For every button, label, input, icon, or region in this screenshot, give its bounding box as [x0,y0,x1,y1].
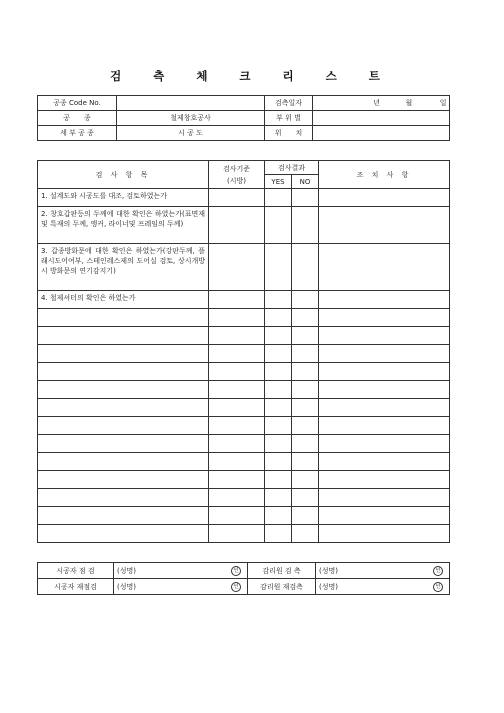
supervisor-reinspect-signature[interactable] [316,579,450,595]
standard-cell[interactable] [209,345,265,363]
yes-cell[interactable] [265,453,292,471]
yes-cell[interactable] [265,189,292,207]
work-type-label: 공 종 [38,111,117,126]
no-cell[interactable] [292,381,319,399]
seal-icon: 인 [231,582,241,592]
standard-cell[interactable] [209,207,265,244]
action-cell[interactable] [319,471,450,489]
table-row [38,507,450,525]
item-cell[interactable] [38,489,209,507]
inspection-date-value[interactable] [313,96,450,111]
part-label: 부 위 별 [265,111,313,126]
supervisor-reinspect-label: 감리원 재검측 [248,579,316,595]
item-cell[interactable] [38,507,209,525]
no-cell[interactable] [292,189,319,207]
yes-cell[interactable] [265,244,292,291]
date-year: 년 [373,99,380,107]
page-title: 검 측 체 크 리 스 트 [110,69,394,83]
no-cell[interactable] [292,489,319,507]
no-cell[interactable] [292,525,319,543]
action-cell[interactable] [319,417,450,435]
standard-cell[interactable] [209,381,265,399]
table-row [38,525,450,543]
item-cell[interactable] [38,453,209,471]
info-table [37,95,450,141]
action-cell[interactable] [319,207,450,244]
contractor-reinspect-label: 시공자 재점검 [38,579,114,595]
yes-cell[interactable] [265,507,292,525]
standard-cell[interactable] [209,507,265,525]
action-cell[interactable] [319,291,450,309]
standard-cell[interactable] [209,291,265,309]
action-cell[interactable] [319,381,450,399]
header-standard-sub: (시방) [227,176,246,185]
standard-cell[interactable] [209,453,265,471]
header-standard-label: 검사기준 [222,164,251,173]
contractor-inspect-label: 시공자 점 검 [38,563,114,579]
action-cell[interactable] [319,309,450,327]
item-cell[interactable] [38,525,209,543]
name-placeholder: (성명) [319,582,338,591]
detail-work-value[interactable]: 시 공 도 [117,126,265,141]
no-cell[interactable] [292,507,319,525]
table-row [38,309,450,327]
supervisor-inspect-signature[interactable] [316,563,450,579]
yes-cell[interactable] [265,489,292,507]
item-cell[interactable] [38,399,209,417]
action-cell[interactable] [319,244,450,291]
table-row [38,381,450,399]
project-code-value[interactable] [117,96,265,111]
header-standard [209,161,265,189]
item-cell[interactable] [38,417,209,435]
action-cell[interactable] [319,525,450,543]
action-cell[interactable] [319,189,450,207]
item-cell[interactable] [38,345,209,363]
yes-cell[interactable] [265,207,292,244]
yes-cell[interactable] [265,309,292,327]
detail-work-label: 세 부 공 종 [38,126,117,141]
no-cell[interactable] [292,453,319,471]
no-cell[interactable] [292,309,319,327]
action-cell[interactable] [319,435,450,453]
no-cell[interactable] [292,417,319,435]
header-no: NO [292,175,319,189]
location-value[interactable] [313,126,450,141]
action-cell[interactable] [319,327,450,345]
standard-cell[interactable] [209,525,265,543]
table-row [38,207,450,244]
yes-cell[interactable] [265,345,292,363]
table-row [38,489,450,507]
table-row [38,453,450,471]
item-cell[interactable] [38,309,209,327]
standard-cell[interactable] [209,244,265,291]
yes-cell[interactable] [265,399,292,417]
table-row [38,417,450,435]
table-row [38,327,450,345]
yes-cell[interactable] [265,435,292,453]
action-cell[interactable] [319,345,450,363]
supervisor-inspect-label: 감리원 검 측 [248,563,316,579]
table-row [38,189,450,207]
check-item: 4. 철제셔터의 확인은 하였는가 [38,291,209,309]
contractor-inspect-signature[interactable] [114,563,248,579]
contractor-reinspect-signature[interactable] [114,579,248,595]
date-month: 월 [405,99,413,107]
project-code-label: 공종 Code No. [38,96,117,111]
standard-cell[interactable] [209,417,265,435]
action-cell[interactable] [319,453,450,471]
yes-cell[interactable] [265,327,292,345]
table-row [38,244,450,291]
item-cell[interactable] [38,471,209,489]
yes-cell[interactable] [265,525,292,543]
header-action: 조 치 사 항 [319,161,450,189]
seal-icon: 인 [433,582,443,592]
standard-cell[interactable] [209,489,265,507]
no-cell[interactable] [292,244,319,291]
no-cell[interactable] [292,207,319,244]
standard-cell[interactable] [209,189,265,207]
name-placeholder: (성명) [319,566,338,575]
table-row [38,399,450,417]
no-cell[interactable] [292,471,319,489]
no-cell[interactable] [292,363,319,381]
standard-cell[interactable] [209,471,265,489]
action-cell[interactable] [319,507,450,525]
standard-cell[interactable] [209,435,265,453]
part-value[interactable] [313,111,450,126]
no-cell[interactable] [292,291,319,309]
action-cell[interactable] [319,489,450,507]
yes-cell[interactable] [265,471,292,489]
table-row [38,435,450,453]
yes-cell[interactable] [265,417,292,435]
name-placeholder: (성명) [117,582,136,591]
no-cell[interactable] [292,435,319,453]
seal-icon: 인 [433,566,443,576]
action-cell[interactable] [319,363,450,381]
standard-cell[interactable] [209,327,265,345]
location-label: 위 치 [265,126,313,141]
seal-icon: 인 [231,566,241,576]
table-row [38,363,450,381]
no-cell[interactable] [292,327,319,345]
item-cell[interactable] [38,435,209,453]
no-cell[interactable] [292,345,319,363]
yes-cell[interactable] [265,363,292,381]
item-cell[interactable] [38,327,209,345]
header-result: 검사결과 [265,161,319,175]
table-row [38,291,450,309]
item-cell[interactable] [38,363,209,381]
check-item: 2. 창호갑판등의 두께에 대한 확인은 하였는가(표면재및 특재의 두께, 앵커, 라이너및 프레임의 두께) [38,207,209,244]
standard-cell[interactable] [209,363,265,381]
table-row [38,471,450,489]
item-cell[interactable] [38,381,209,399]
inspection-date-label: 검측일자 [265,96,313,111]
header-item: 검 사 항 목 [38,161,209,189]
table-row [38,345,450,363]
action-cell[interactable] [319,399,450,417]
work-type-value[interactable]: 철제창호공사 [117,111,265,126]
check-item: 1. 설계도와 시공도를 대조, 검토하였는가 [38,189,209,207]
name-placeholder: (성명) [117,566,136,575]
check-item: 3. 갑종방화문에 대한 확인은 하였는가(강판두께, 플래시도어여부, 스테인레스제의 도어실 검토, 상시개방시 방화문의 연기감지기) [38,244,209,291]
no-cell[interactable] [292,399,319,417]
standard-cell[interactable] [209,309,265,327]
header-yes: YES [265,175,292,189]
yes-cell[interactable] [265,381,292,399]
yes-cell[interactable] [265,291,292,309]
signature-table [37,562,450,595]
standard-cell[interactable] [209,399,265,417]
date-day: 일 [439,99,447,107]
checklist-table [37,160,450,543]
